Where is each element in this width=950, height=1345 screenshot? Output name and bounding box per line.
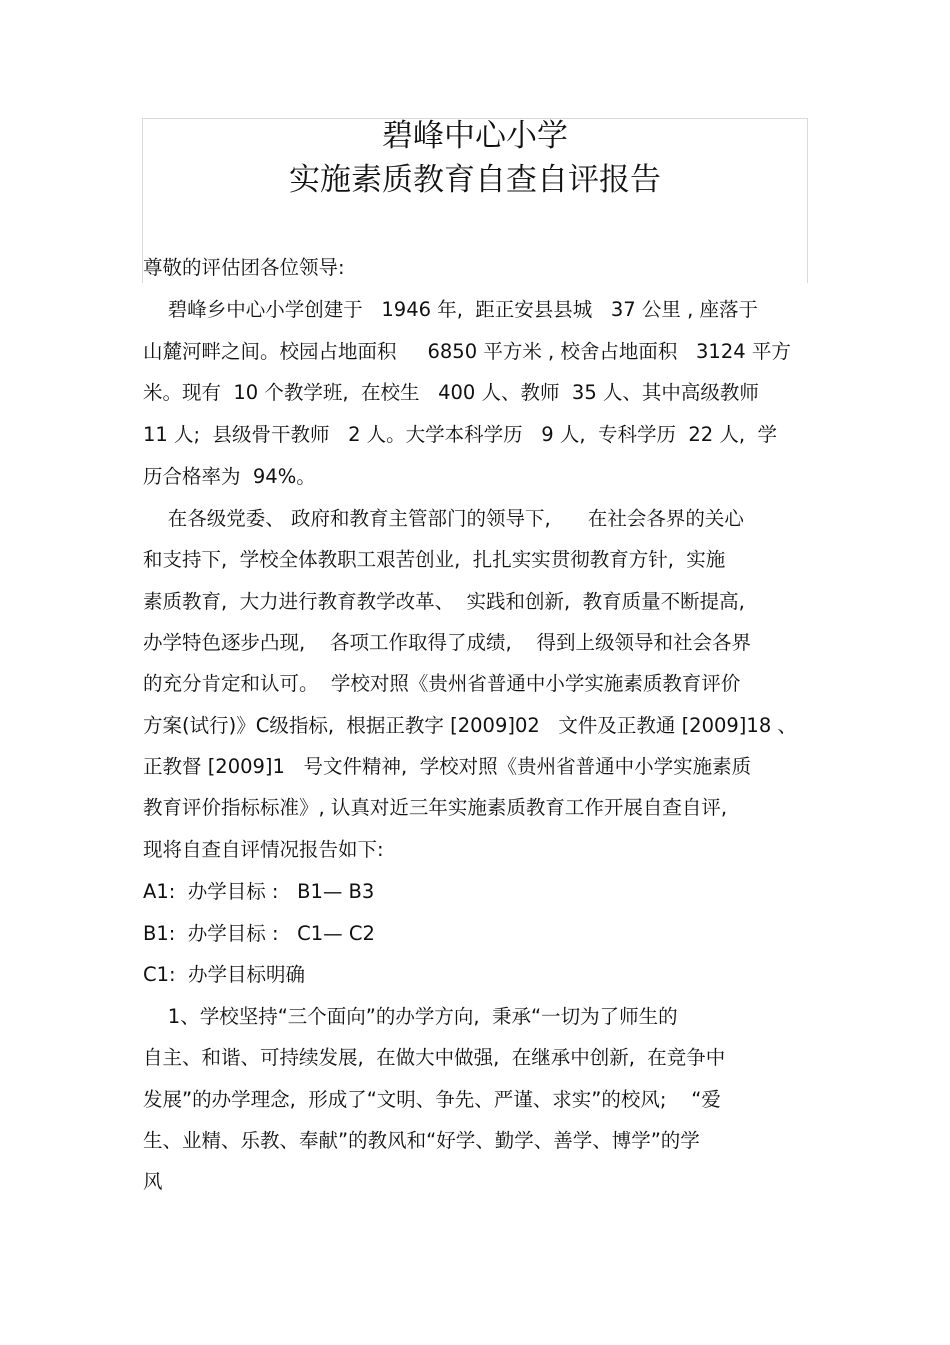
- paragraph-line: 生、业精、乐教、奉献”的教风和“好学、勤学、善学、博学”的学: [143, 1129, 700, 1152]
- paragraph-line: 11 人; 县级骨干教师 2 人。大学本科学历 9 人, 专科学历 22 人, 学: [143, 423, 777, 446]
- index-line-c1: C1: 办学目标明确: [143, 963, 305, 986]
- index-line-a1: A1: 办学目标 : B1— B3: [143, 880, 375, 903]
- paragraph-line: 正教督 [2009]1 号文件精神, 学校对照《贵州省普通中小学实施素质: [143, 755, 752, 778]
- document-title: 碧峰中心小学: [382, 118, 568, 154]
- paragraph-line: 教育评价指标标准》, 认真对近三年实施素质教育工作开展自查自评,: [143, 796, 728, 819]
- paragraph-line: 米。现有 10 个教学班, 在校生 400 人、教师 35 人、其中高级教师: [143, 381, 759, 404]
- paragraph-line: 风: [143, 1170, 163, 1193]
- paragraph-line: 办学特色逐步凸现, 各项工作取得了成绩, 得到上级领导和社会各界: [143, 631, 751, 654]
- paragraph-line: 自主、和谐、可持续发展, 在做大中做强, 在继承中创新, 在竞争中: [143, 1046, 726, 1069]
- paragraph-line: 和支持下, 学校全体教职工艰苦创业, 扎扎实实贯彻教育方针, 实施: [143, 548, 726, 571]
- salutation: 尊敬的评估团各位领导:: [143, 256, 345, 279]
- paragraph-line: 素质教育, 大力进行教育教学改革、 实践和创新, 教育质量不断提高,: [143, 590, 745, 613]
- paragraph-line: 发展”的办学理念, 形成了“文明、争先、严谨、求实”的校风; “爱: [143, 1088, 721, 1111]
- paragraph-line: 方案(试行)》C级指标, 根据正教字 [2009]02 文件及正教通 [2009]18 、: [143, 714, 797, 737]
- paragraph-line: 碧峰乡中心小学创建于 1946 年, 距正安县县城 37 公里 , 座落于: [143, 298, 759, 321]
- paragraph-line: 的充分肯定和认可。 学校对照《贵州省普通中小学实施素质教育评价: [143, 672, 741, 695]
- index-line-b1: B1: 办学目标 : C1— C2: [143, 922, 375, 945]
- paragraph-line: 历合格率为 94%。: [143, 465, 316, 488]
- paragraph-line: 现将自查自评情况报告如下:: [143, 838, 384, 861]
- paragraph-line: 在各级党委、 政府和教育主管部门的领导下, 在社会各界的关心: [143, 507, 744, 530]
- document-subtitle: 实施素质教育自查自评报告: [289, 162, 661, 198]
- paragraph-line: 山麓河畔之间。校园占地面积 6850 平方米 , 校舍占地面积 3124 平方: [143, 340, 791, 363]
- paragraph-line: 1、学校坚持“三个面向”的办学方向, 秉承“一切为了师生的: [143, 1005, 678, 1028]
